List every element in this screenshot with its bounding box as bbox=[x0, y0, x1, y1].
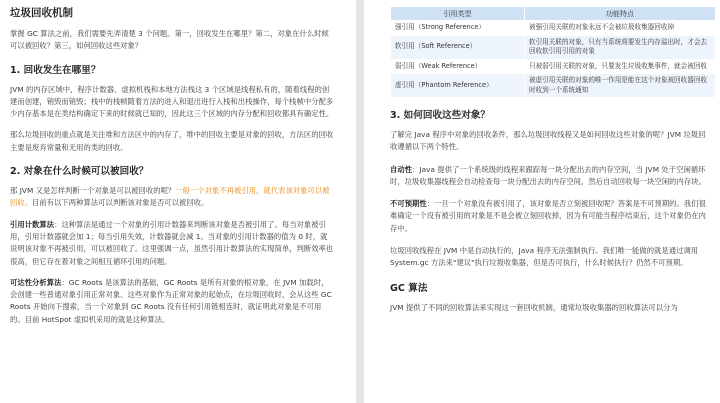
table-cell-desc: 软引用关联的对象，只有当系统将要发生内存溢出时，才会去回收软引用引用的对象 bbox=[525, 35, 716, 59]
left-page bbox=[0, 0, 356, 403]
table-cell-desc: 被虚引用关联的对象的唯一作用是能在这个对象被回收器回收时收到一个系统通知 bbox=[525, 74, 716, 98]
section-1-paragraph-2: 那么垃圾回收的重点就是关注堆和方法区中的内存了，堆中的回收主要是对象的回收，方法区的回收主要是废弃常量和无用的类的回收。 bbox=[10, 130, 334, 152]
text-plain: ：这种算法是通过一个对象的引用计数器来判断该对象是否被引用了。每当对象被引用，引用计数器就会加 1；每当引用失效，计数器就会减 1。当对象的引用计数器的值为 0 时，就说明该对象不再被引用，可以被回收了。这里强调一点，虽然引用计数算法的实现简单，判断效率也很高，但它存在着对象之间相互循环引用的问题。 bbox=[10, 219, 334, 266]
text-plain: ：GC Roots 是该算法的基础，GC Roots 是所有对象的根对象，在 JVM 加载时，会创建一些普通对象引用正常对象。这些对象作为正常对象的起始点，在垃圾回收时，会从这些 GC Roots 开始向下搜索，当一个对象到 GC Roots 没有任何引用链相连时，就证明此对象是不可用的。目前 HotSpot 虚拟机采用的就是这种算法。 bbox=[10, 277, 332, 324]
section-heading-2: 2. 对象在什么时候可以被回收？ bbox=[10, 166, 149, 178]
bold-term: 可达性分析算法 bbox=[10, 277, 62, 287]
intro-paragraph: 掌握 GC 算法之前，我们需要先弄清楚 3 个问题。第一，回收发生在哪里？第二，对象在什么时候可以被回收？第三，如何回收这些对象？ bbox=[10, 29, 329, 51]
page-title: 垃圾回收机制 bbox=[10, 7, 73, 19]
table-row bbox=[391, 35, 716, 59]
text-plain: 目前有以下两种算法可以判断该对象是否可以被回收。 bbox=[32, 198, 209, 208]
bold-term: 不可预期性 bbox=[390, 199, 427, 209]
table-cell-desc: 只被弱引用关联的对象，只要发生垃圾收集事件，就会被回收 bbox=[525, 59, 716, 74]
table-row bbox=[391, 59, 716, 74]
table-header-cell: 功能特点 bbox=[525, 7, 716, 21]
table-cell-type: 弱引用（Weak Reference） bbox=[391, 59, 525, 74]
section-heading-3: 3. 如何回收这些对象？ bbox=[390, 110, 491, 121]
text-plain: ：一旦一个对象没有被引用了，该对象是否立刻被回收呢？答案是不可预期的。我们很难确定一个没有被引用的对象是不是会被立刻回收掉，因为有可能当程序结束后，这个对象仍在内存中。 bbox=[390, 199, 706, 233]
page-gutter bbox=[356, 0, 364, 403]
reference-types-table bbox=[390, 6, 716, 98]
section-heading-gc: GC 算法 bbox=[390, 282, 428, 294]
table-cell-type: 软引用（Soft Reference） bbox=[391, 35, 525, 59]
table-header-cell: 引用类型 bbox=[391, 7, 525, 21]
section-3-paragraph-4: 垃圾回收线程在 JVM 中是自动执行的，Java 程序无法强制执行。我们唯一能做的就是通过调用 System.gc 方法来"建议"执行垃圾收集器，但是否可执行，什么时候执行？仍然不可预期。 bbox=[390, 246, 699, 268]
table-row bbox=[391, 21, 716, 36]
section-2-paragraph-2 bbox=[10, 219, 334, 268]
bold-term: 引用计数算法 bbox=[10, 219, 55, 229]
table-cell-desc: 被强引用关联的对象永远不会被垃圾收集器回收掉 bbox=[525, 21, 716, 36]
section-2-paragraph-3 bbox=[10, 277, 334, 326]
section-3-paragraph-2 bbox=[390, 164, 708, 189]
section-3-paragraph-1: 了解完 Java 程序中对象的回收条件，那么垃圾回收线程又是如何回收这些对象的呢？JVM 垃圾回收遵循以下两个特性。 bbox=[390, 130, 706, 152]
right-page bbox=[364, 0, 720, 403]
highlighted-text: 一般一个对象不再被引用，就代表该对象可以被回收。 bbox=[10, 186, 330, 208]
section-heading-1: 1. 回收发生在哪里？ bbox=[10, 64, 101, 76]
text-plain: 那 JVM 又是怎样判断一个对象是可以被回收的呢？ bbox=[10, 186, 176, 196]
bold-term: 自动性 bbox=[390, 164, 413, 174]
section-3-paragraph-3 bbox=[390, 198, 708, 235]
text-plain: ：Java 提供了一个系统级的线程来跟踪每一块分配出去的内存空间，当 JVM 处于空闲循环时，垃圾收集器线程会自动检查每一块分配出去的内存空间，然后自动回收每一块空闲的内存块。 bbox=[390, 164, 706, 186]
table-header-row bbox=[391, 7, 716, 21]
table-cell-type: 强引用（Strong Reference） bbox=[391, 21, 525, 36]
table-row bbox=[391, 74, 716, 98]
section-2-paragraph-1 bbox=[10, 185, 334, 210]
table-cell-type: 虚引用（Phantom Reference） bbox=[391, 74, 525, 98]
gc-paragraph-1: JVM 提供了不同的回收算法来实现这一套回收机制，通常垃圾收集器的回收算法可以分为 bbox=[390, 302, 678, 312]
section-1-paragraph-1: JVM 的内存区域中，程序计数器、虚拟机栈和本地方法栈这 3 个区域是线程私有的，随着线程的创建而创建，销毁而销毁；栈中的栈帧随着方法的进入和退出进行入栈和出栈操作，每个栈帧中分配多少内存基本是在类结构确定下来的时候就已知的，因此这三个区域的内存分配和回收都具有确定性。 bbox=[10, 84, 334, 119]
